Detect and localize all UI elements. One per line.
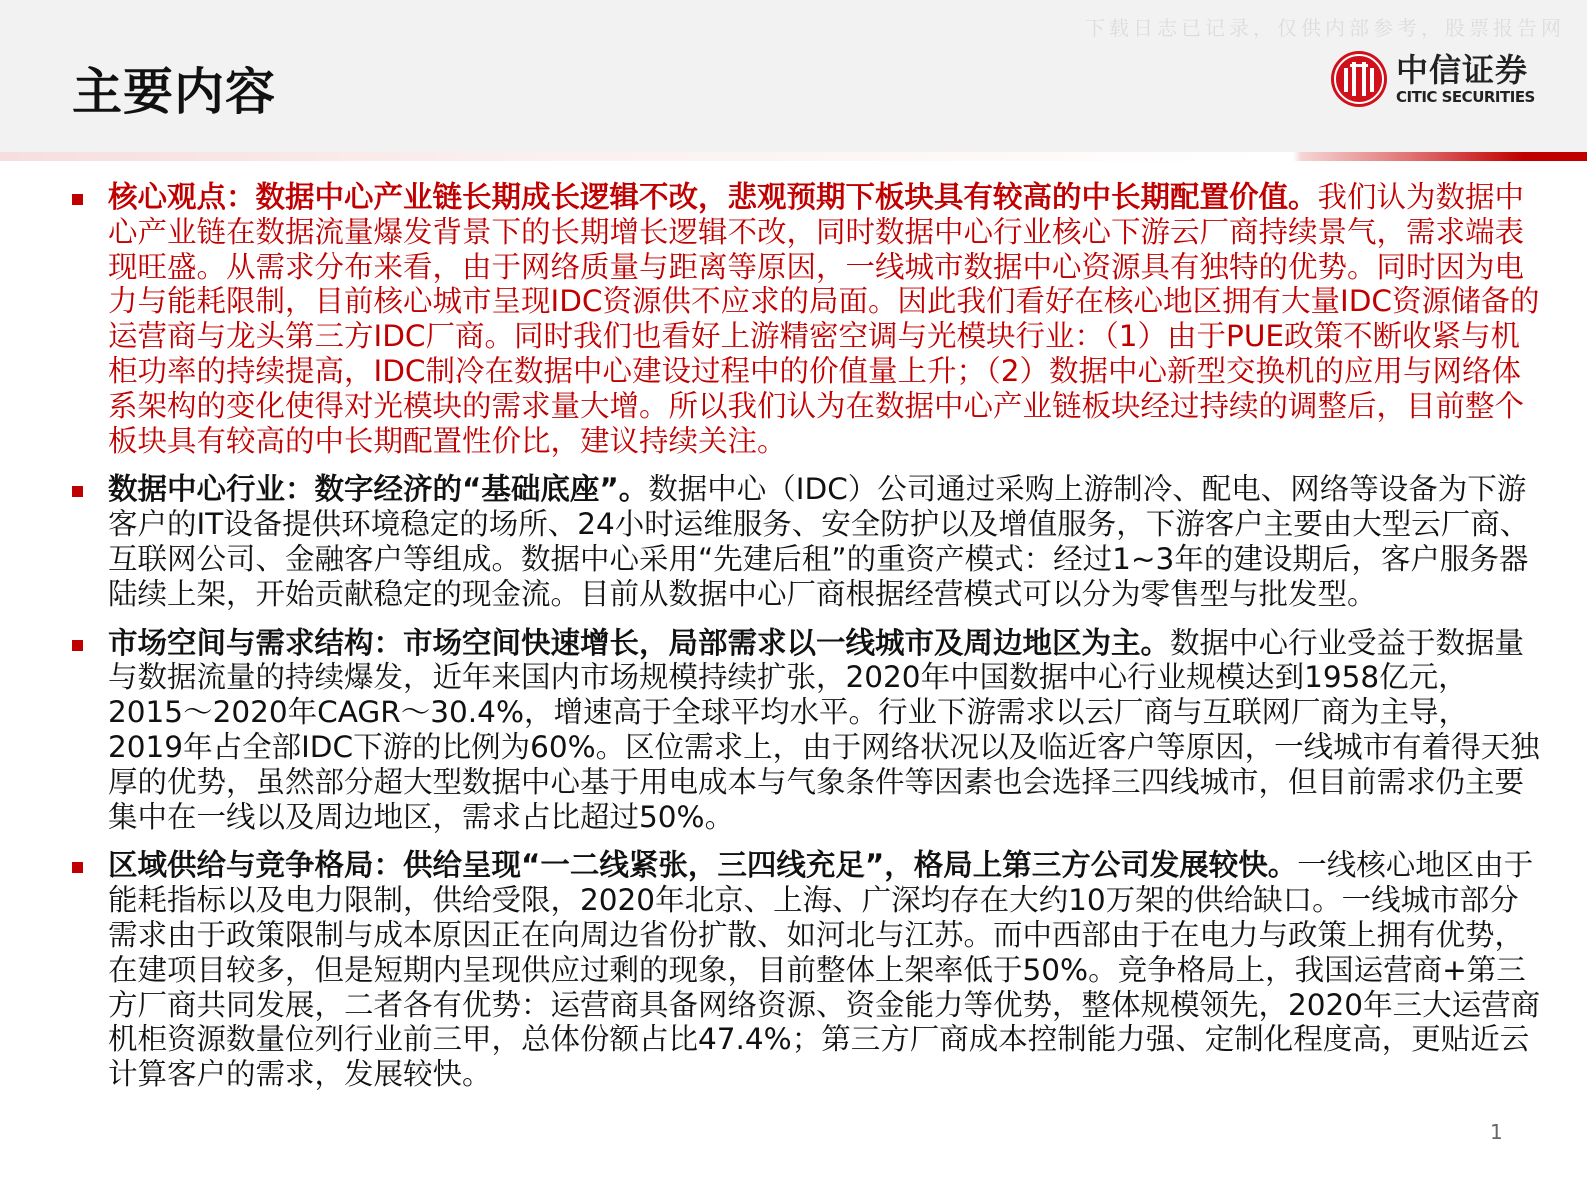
header-gradient-bar bbox=[0, 152, 1587, 161]
logo-chinese-name: 中信证券 bbox=[1396, 51, 1529, 89]
bullet-body: 数据中心行业受益于数据量与数据流量的持续爆发，近年来国内市场规模持续扩张，2020年中国数据中心行业规模达到1958亿元，2015～2020年CAGR～30.4%，增速高于全球平均水平。行业下游需求以云厂商与互联网厂商为主导，2019年占全部IDC下游的比例为60%。区位需求上，由于网络状况以及临近客户等原因，一线城市有着得天独厚的优势，虽然部分超大型数据中心基于用电成本与气象条件等因素也会选择三四线城市，但目前需求仍主要集中在一线以及周边地区，需求占比超过50%。 bbox=[108, 625, 1540, 834]
bullet-item-market bbox=[72, 626, 1542, 835]
square-bullet-icon bbox=[72, 862, 83, 873]
watermark: 下载日志已记录，仅供内部参考，股票报告网 bbox=[1085, 16, 1565, 40]
bullet-item-core-view bbox=[72, 180, 1542, 458]
square-bullet-icon bbox=[72, 486, 83, 497]
square-bullet-icon bbox=[72, 194, 83, 205]
page-number: 1 bbox=[1490, 1120, 1503, 1144]
bullet-body: 一线核心地区由于能耗指标以及电力限制，供给受限，2020年北京、上海、广深均存在大约10万架的供给缺口。一线城市部分需求由于政策限制与成本原因正在向周边省份扩散、如河北与江苏。而中西部由于在电力与政策上拥有优势，在建项目较多，但是短期内呈现供应过剩的现象，目前整体上架率低于50%。竞争格局上，我国运营商+第三方厂商共同发展，二者各有优势：运营商具备网络资源、资金能力等优势，整体规模领先，2020年三大运营商机柜资源数量位列行业前三甲，总体份额占比47.4%；第三方厂商成本控制能力强、定制化程度高，更贴近云计算客户的需求，发展较快。 bbox=[108, 848, 1541, 1092]
bullet-lead: 区域供给与竞争格局：供给呈现“一二线紧张，三四线充足”，格局上第三方公司发展较快。 bbox=[108, 848, 1298, 883]
bullet-lead: 市场空间与需求结构：市场空间快速增长，局部需求以一线城市及周边地区为主。 bbox=[108, 625, 1171, 660]
bullet-item-supply bbox=[72, 848, 1542, 1092]
bullet-lead: 核心观点：数据中心产业链长期成长逻辑不改，悲观预期下板块具有较高的中长期配置价值。 bbox=[108, 180, 1318, 214]
slide-header bbox=[0, 0, 1587, 152]
bullet-body: 数据中心（IDC）公司通过采购上游制冷、配电、网络等设备为下游客户的IT设备提供环境稳定的场所、24小时运维服务、安全防护以及增值服务，下游客户主要由大型云厂商、互联网公司、金融客户等组成。数据中心采用“先建后租”的重资产模式：经过1~3年的建设期后，客户服务器陆续上架，开始贡献稳定的现金流。目前从数据中心厂商根据经营模式可以分为零售型与批发型。 bbox=[108, 472, 1530, 611]
page-title: 主要内容 bbox=[72, 63, 276, 121]
logo-english-name: CITIC SECURITIES bbox=[1396, 88, 1535, 106]
bullet-lead: 数据中心行业：数字经济的“基础底座”。 bbox=[108, 472, 649, 507]
square-bullet-icon bbox=[72, 640, 83, 651]
bullet-item-industry bbox=[72, 472, 1542, 611]
citic-emblem-icon bbox=[1330, 50, 1388, 108]
bullet-body: 我们认为数据中心产业链在数据流量爆发背景下的长期增长逻辑不改，同时数据中心行业核心下游云厂商持续景气，需求端表现旺盛。从需求分布来看，由于网络质量与距离等原因，一线城市数据中心资源具有独特的优势。同时因为电力与能耗限制，目前核心城市呈现IDC资源供不应求的局面。因此我们看好在核心地区拥有大量IDC资源储备的运营商与龙头第三方IDC厂商。同时我们也看好上游精密空调与光模块行业：（1）由于PUE政策不断收紧与机柜功率的持续提高，IDC制冷在数据中心建设过程中的价值量上升；（2）数据中心新型交换机的应用与网络体系架构的变化使得对光模块的需求量大增。所以我们认为在数据中心产业链板块经过持续的调整后，目前整个板块具有较高的中长期配置性价比，建议持续关注。 bbox=[108, 180, 1540, 458]
bullet-list bbox=[72, 180, 1542, 1106]
citic-logo bbox=[1330, 50, 1535, 108]
